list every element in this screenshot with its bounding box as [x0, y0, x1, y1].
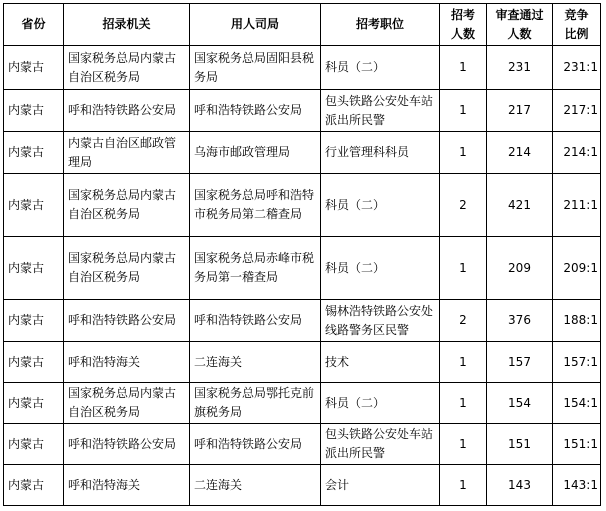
cell-recruits: 1 — [440, 132, 487, 174]
cell-passed: 157 — [487, 342, 553, 383]
cell-recruits: 1 — [440, 465, 487, 506]
header-bureau — [190, 4, 321, 46]
cell-passed: 214 — [487, 132, 553, 174]
cell-agency: 呼和浩特海关 — [64, 342, 190, 383]
cell-agency: 国家税务总局内蒙古自治区税务局 — [64, 46, 190, 90]
cell-ratio: 217:1 — [553, 90, 601, 132]
cell-recruits: 1 — [440, 237, 487, 300]
header-agency — [64, 4, 190, 46]
cell-province: 内蒙古 — [4, 46, 64, 90]
cell-ratio: 151:1 — [553, 424, 601, 465]
table-row — [4, 300, 601, 342]
cell-position: 科员（二） — [321, 237, 440, 300]
cell-province: 内蒙古 — [4, 383, 64, 424]
cell-passed: 231 — [487, 46, 553, 90]
cell-ratio: 211:1 — [553, 174, 601, 237]
header-position-label: 招考职位 — [355, 17, 404, 31]
table-row — [4, 342, 601, 383]
header-passed — [487, 4, 553, 46]
cell-passed: 217 — [487, 90, 553, 132]
table-row — [4, 132, 601, 174]
table-container — [3, 3, 601, 506]
cell-recruits: 2 — [440, 174, 487, 237]
cell-bureau: 二连海关 — [190, 342, 321, 383]
header-bureau-label: 用人司局 — [230, 17, 279, 31]
cell-agency: 呼和浩特铁路公安局 — [64, 300, 190, 342]
recruitment-table — [3, 3, 601, 506]
cell-bureau: 乌海市邮政管理局 — [190, 132, 321, 174]
header-recruits-label: 招考人数 — [451, 7, 476, 41]
cell-agency: 国家税务总局内蒙古自治区税务局 — [64, 237, 190, 300]
cell-ratio: 209:1 — [553, 237, 601, 300]
cell-bureau: 呼和浩特铁路公安局 — [190, 424, 321, 465]
table-row — [4, 174, 601, 237]
cell-bureau: 呼和浩特铁路公安局 — [190, 90, 321, 132]
cell-recruits: 1 — [440, 90, 487, 132]
table-row — [4, 90, 601, 132]
cell-position: 锡林浩特铁路公安处线路警务区民警 — [321, 300, 440, 342]
table-row — [4, 424, 601, 465]
cell-passed: 154 — [487, 383, 553, 424]
cell-province: 内蒙古 — [4, 90, 64, 132]
cell-bureau: 二连海关 — [190, 465, 321, 506]
table-body — [4, 46, 601, 506]
cell-recruits: 1 — [440, 424, 487, 465]
cell-bureau: 国家税务总局固阳县税务局 — [190, 46, 321, 90]
header-ratio-label: 竞争比例 — [564, 7, 589, 41]
cell-recruits: 2 — [440, 300, 487, 342]
cell-bureau: 国家税务总局鄂托克前旗税务局 — [190, 383, 321, 424]
cell-province: 内蒙古 — [4, 174, 64, 237]
table-row — [4, 237, 601, 300]
cell-bureau: 国家税务总局赤峰市税务局第一稽查局 — [190, 237, 321, 300]
cell-ratio: 157:1 — [553, 342, 601, 383]
cell-province: 内蒙古 — [4, 132, 64, 174]
cell-agency: 内蒙古自治区邮政管理局 — [64, 132, 190, 174]
cell-bureau: 国家税务总局呼和浩特市税务局第二稽查局 — [190, 174, 321, 237]
cell-recruits: 1 — [440, 46, 487, 90]
table-row — [4, 46, 601, 90]
cell-position: 行业管理科科员 — [321, 132, 440, 174]
header-passed-label: 审查通过人数 — [495, 7, 544, 41]
cell-position: 科员（二） — [321, 383, 440, 424]
cell-recruits: 1 — [440, 383, 487, 424]
cell-position: 包头铁路公安处车站派出所民警 — [321, 424, 440, 465]
cell-province: 内蒙古 — [4, 465, 64, 506]
cell-position: 科员（二） — [321, 46, 440, 90]
cell-recruits: 1 — [440, 342, 487, 383]
cell-position: 包头铁路公安处车站派出所民警 — [321, 90, 440, 132]
cell-ratio: 214:1 — [553, 132, 601, 174]
cell-agency: 呼和浩特海关 — [64, 465, 190, 506]
cell-province: 内蒙古 — [4, 300, 64, 342]
cell-agency: 国家税务总局内蒙古自治区税务局 — [64, 383, 190, 424]
cell-bureau: 呼和浩特铁路公安局 — [190, 300, 321, 342]
cell-position: 科员（二） — [321, 174, 440, 237]
cell-agency: 国家税务总局内蒙古自治区税务局 — [64, 174, 190, 237]
cell-province: 内蒙古 — [4, 342, 64, 383]
cell-agency: 呼和浩特铁路公安局 — [64, 90, 190, 132]
cell-ratio: 154:1 — [553, 383, 601, 424]
cell-passed: 376 — [487, 300, 553, 342]
header-position — [321, 4, 440, 46]
cell-ratio: 188:1 — [553, 300, 601, 342]
cell-agency: 呼和浩特铁路公安局 — [64, 424, 190, 465]
header-province — [4, 4, 64, 46]
cell-passed: 209 — [487, 237, 553, 300]
header-recruits — [440, 4, 487, 46]
header-ratio — [553, 4, 601, 46]
cell-passed: 143 — [487, 465, 553, 506]
header-province-label: 省份 — [21, 17, 46, 31]
table-row — [4, 465, 601, 506]
header-agency-label: 招录机关 — [102, 17, 151, 31]
cell-passed: 151 — [487, 424, 553, 465]
table-row — [4, 383, 601, 424]
cell-province: 内蒙古 — [4, 237, 64, 300]
cell-province: 内蒙古 — [4, 424, 64, 465]
header-row — [4, 4, 601, 46]
cell-ratio: 143:1 — [553, 465, 601, 506]
cell-position: 会计 — [321, 465, 440, 506]
cell-position: 技术 — [321, 342, 440, 383]
cell-passed: 421 — [487, 174, 553, 237]
cell-ratio: 231:1 — [553, 46, 601, 90]
